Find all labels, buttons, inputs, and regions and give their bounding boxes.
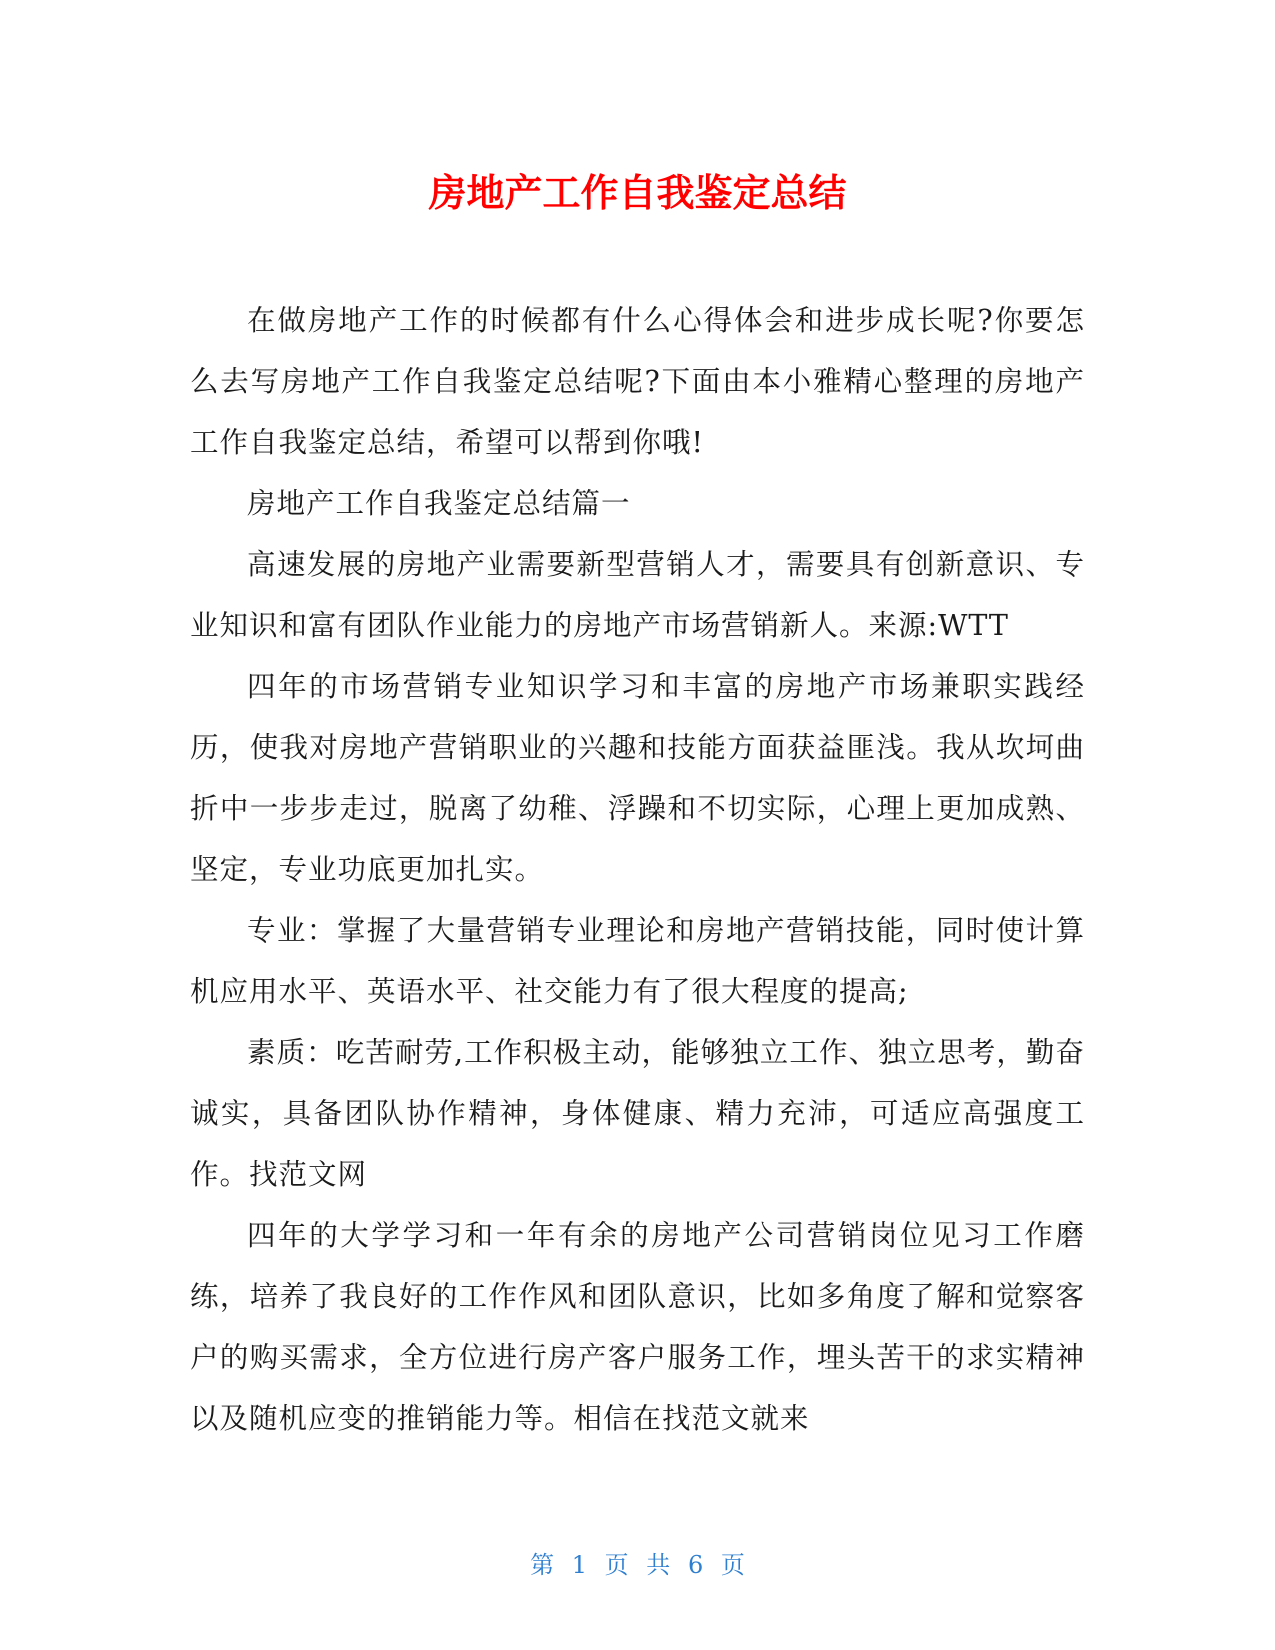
paragraph-1: 高速发展的房地产业需要新型营销人才，需要具有创新意识、专业知识和富有团队作业能力的房地产市场营销新人。来源:WTT xyxy=(190,548,1085,642)
paragraph-4: 素质：吃苦耐劳,工作积极主动，能够独立工作、独立思考，勤奋诚实，具备团队协作精神，身体健康、精力充沛，可适应高强度工作。找范文网 xyxy=(190,1036,1085,1191)
paragraph-5: 四年的大学学习和一年有余的房地产公司营销岗位见习工作磨练，培养了我良好的工作作风和团队意识，比如多角度了解和觉察客户的购买需求，全方位进行房产客户服务工作，埋头苦干的求实精神以及随机应变的推销能力等。相信在找范文就来 xyxy=(190,1219,1085,1435)
paragraph-2: 四年的市场营销专业知识学习和丰富的房地产市场兼职实践经历，使我对房地产营销职业的兴趣和技能方面获益匪浅。我从坎坷曲折中一步步走过，脱离了幼稚、浮躁和不切实际，心理上更加成熟、坚定，专业功底更加扎实。 xyxy=(190,670,1085,886)
paragraph-section-heading: 房地产工作自我鉴定总结篇一 xyxy=(247,487,631,520)
paragraph-3: 专业：掌握了大量营销专业理论和房地产营销技能，同时使计算机应用水平、英语水平、社交能力有了很大程度的提高; xyxy=(190,914,1085,1008)
page-number-footer: 第 1 页 共 6 页 xyxy=(530,1551,745,1579)
document-title: 房地产工作自我鉴定总结 xyxy=(428,171,847,215)
paragraph-intro: 在做房地产工作的时候都有什么心得体会和进步成长呢?你要怎么去写房地产工作自我鉴定总结呢?下面由本小雅精心整理的房地产工作自我鉴定总结，希望可以帮到你哦! xyxy=(190,304,1085,459)
document-body xyxy=(190,290,1085,1449)
